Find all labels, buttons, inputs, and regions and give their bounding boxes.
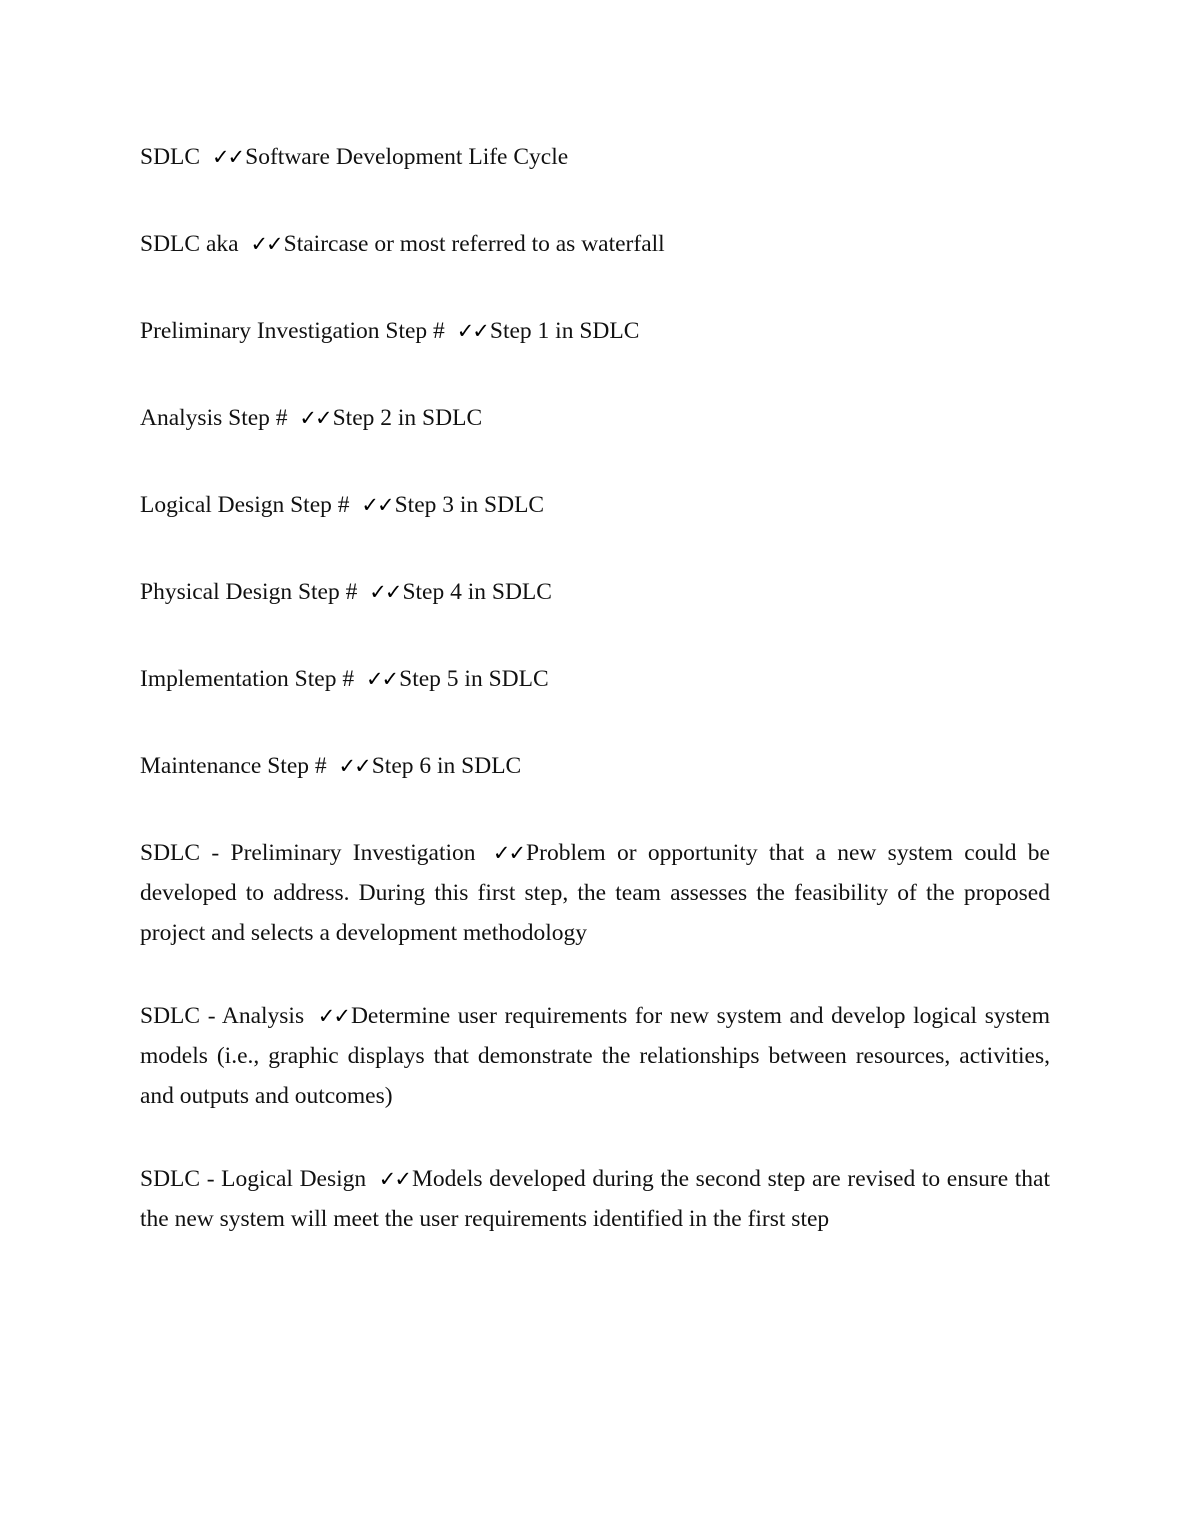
- definition-text: Step 5 in SDLC: [399, 666, 549, 692]
- term-text: SDLC - Preliminary Investigation: [140, 840, 476, 866]
- double-check-icon: ✓✓: [361, 493, 393, 517]
- definition-text: Software Development Life Cycle: [245, 144, 569, 170]
- definition-text: Problem or opportunity that a new system could be developed to address. During this first step, the team assesses the feasibility of the proposed project and selects a development methodology: [140, 840, 1050, 946]
- double-check-icon: ✓✓: [365, 667, 398, 691]
- flashcard-entry: [140, 224, 1050, 264]
- flashcard-entry: [140, 1159, 1050, 1239]
- double-check-icon: ✓✓: [456, 319, 488, 343]
- double-check-icon: ✓✓: [299, 406, 331, 430]
- term-text: Physical Design Step #: [140, 579, 358, 605]
- definition-text: Step 4 in SDLC: [402, 579, 552, 605]
- term-text: Preliminary Investigation Step #: [140, 318, 445, 344]
- definition-text: Models developed during the second step are revised to ensure that the new system will meet the user requirements identified in the first step: [140, 1166, 1050, 1232]
- double-check-icon: ✓✓: [369, 580, 401, 604]
- definition-text: Determine user requirements for new system and develop logical system models (i.e., graphic displays that demonstrate the relationships between resources, activities, and outputs and outcomes): [140, 1003, 1050, 1109]
- term-text: Maintenance Step #: [140, 753, 327, 779]
- term-text: SDLC aka: [140, 231, 239, 257]
- term-text: Analysis Step #: [140, 405, 288, 431]
- double-check-icon: ✓✓: [378, 1167, 410, 1191]
- double-check-icon: ✓✓: [317, 1004, 349, 1028]
- term-text: SDLC - Logical Design: [140, 1166, 367, 1192]
- term-text: Logical Design Step #: [140, 492, 350, 518]
- flashcard-entry: [140, 746, 1050, 786]
- definition-text: Staircase or most referred to as waterfall: [283, 231, 665, 257]
- flashcard-list: [140, 137, 1050, 1282]
- flashcard-entry: [140, 485, 1050, 525]
- double-check-icon: ✓✓: [250, 232, 282, 256]
- flashcard-entry: [140, 137, 1050, 177]
- definition-text: Step 1 in SDLC: [489, 318, 640, 344]
- flashcard-entry: [140, 311, 1050, 351]
- definition-text: Step 6 in SDLC: [371, 753, 522, 779]
- flashcard-entry: [140, 398, 1050, 438]
- flashcard-entry: [140, 572, 1050, 612]
- definition-text: Step 2 in SDLC: [332, 405, 483, 431]
- double-check-icon: ✓✓: [492, 841, 525, 865]
- term-text: Implementation Step #: [140, 666, 355, 692]
- term-text: SDLC - Analysis: [140, 1003, 305, 1029]
- double-check-icon: ✓✓: [211, 145, 244, 169]
- term-text: SDLC: [140, 144, 201, 170]
- flashcard-entry: [140, 659, 1050, 699]
- definition-text: Step 3 in SDLC: [394, 492, 545, 518]
- flashcard-entry: [140, 996, 1050, 1116]
- flashcard-entry: [140, 833, 1050, 953]
- double-check-icon: ✓✓: [338, 754, 370, 778]
